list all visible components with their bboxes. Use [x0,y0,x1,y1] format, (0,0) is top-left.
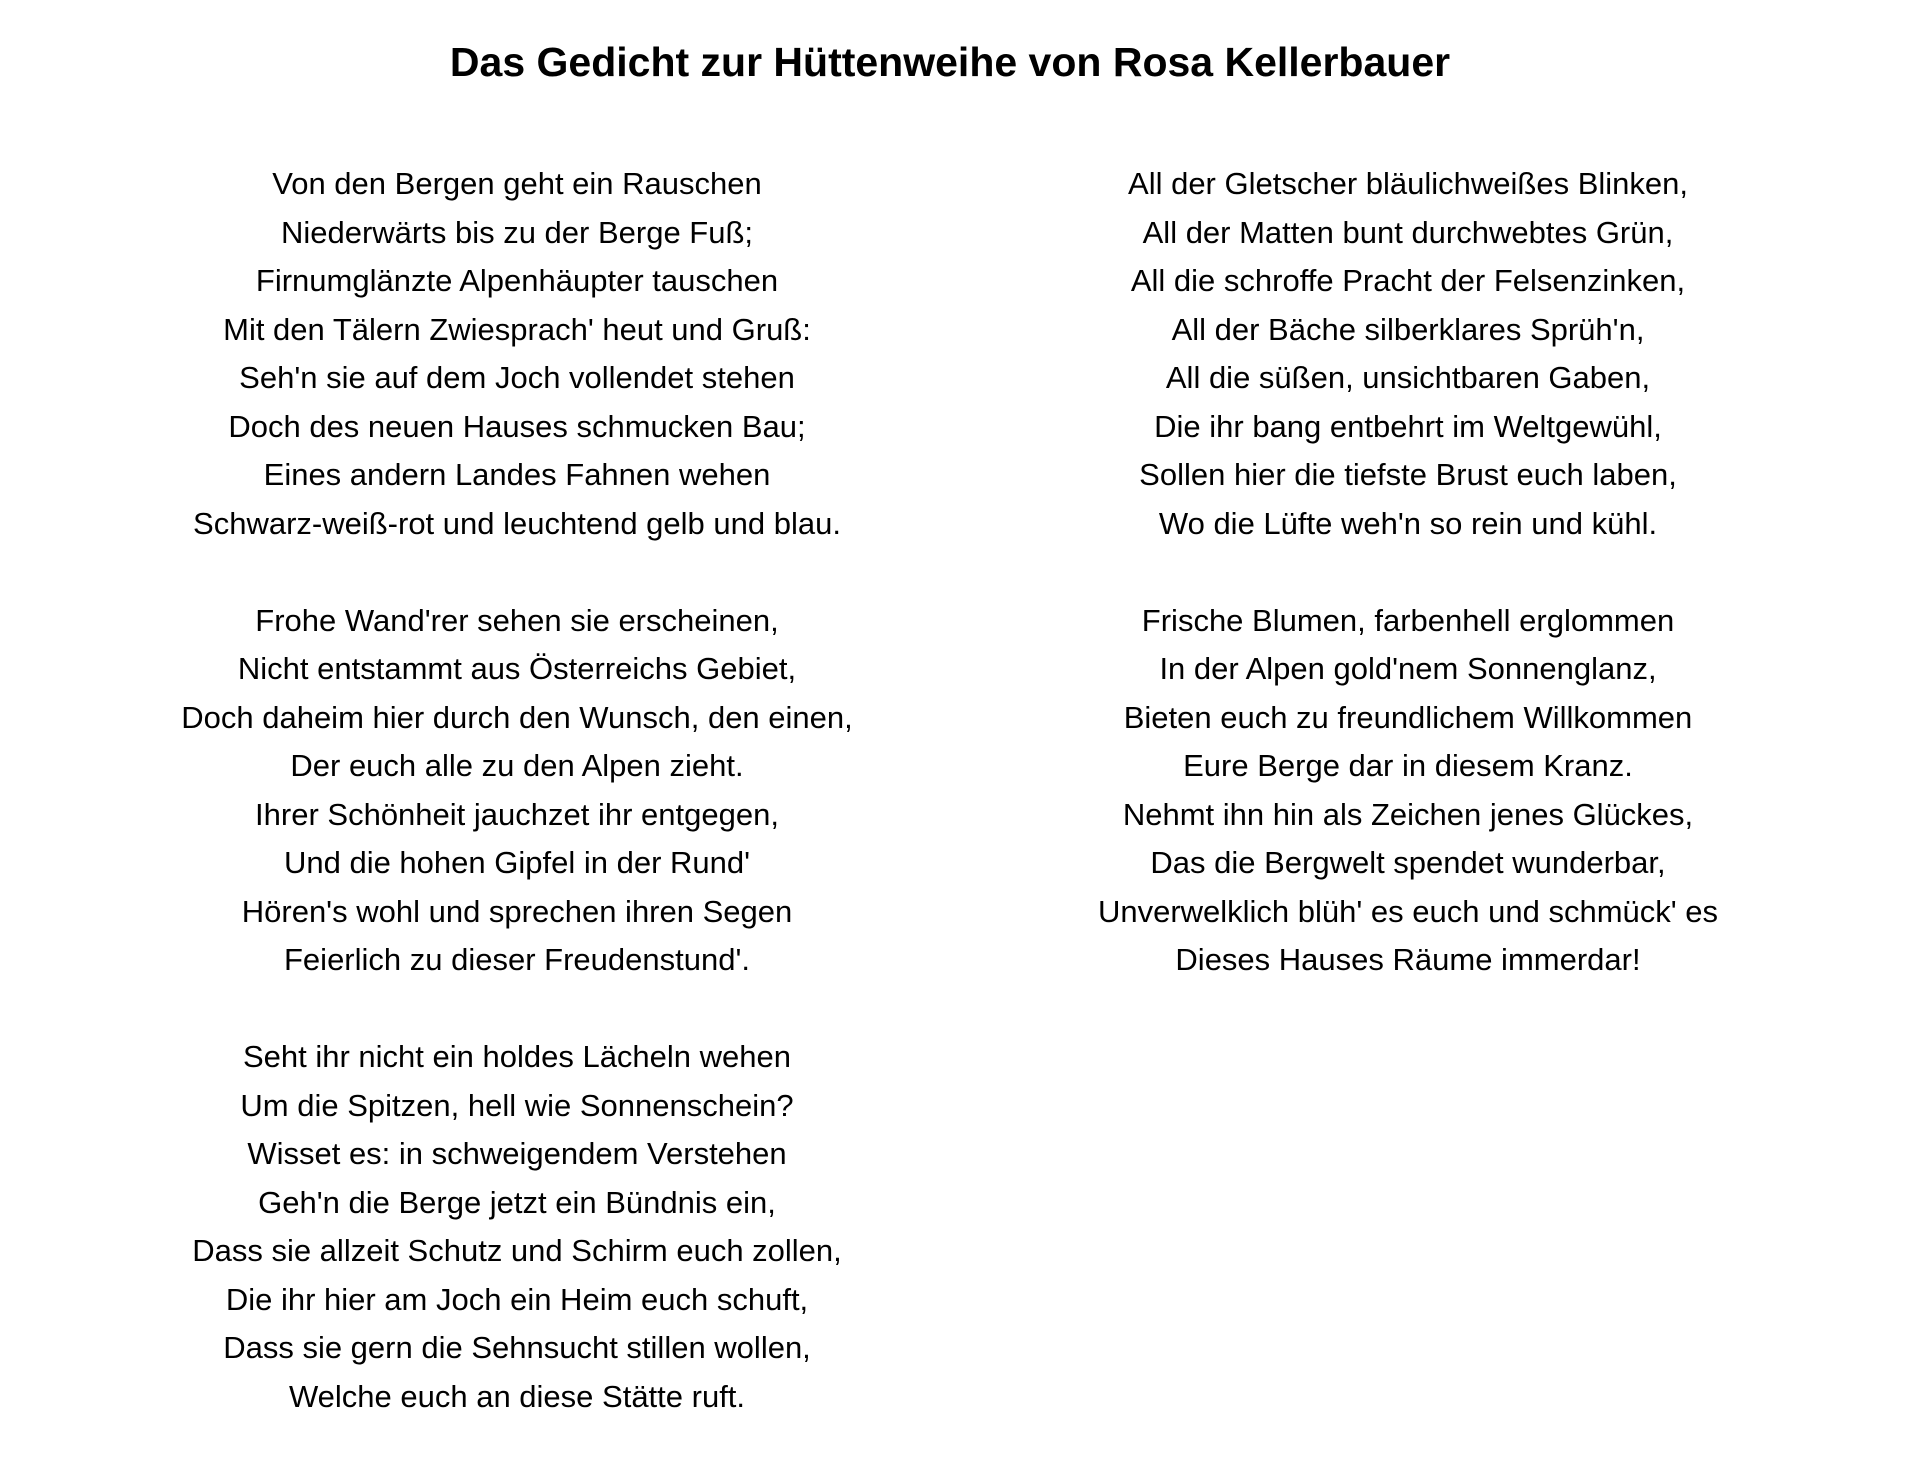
poem-line: All der Matten bunt durchwebtes Grün, [1142,214,1674,250]
poem-line: Unverwelklich blüh' es euch und schmück' es [1097,893,1719,929]
poem-title: Das Gedicht zur Hüttenweihe von Rosa Kellerbauer [449,39,1451,85]
poem-line: Nicht entstammt aus Österreichs Gebiet, [237,651,797,686]
poem-line: Eines andern Landes Fahnen wehen [263,457,771,492]
poem-line: Das die Bergwelt spendet wunderbar, [1150,845,1666,880]
poem-line: Die ihr bang entbehrt im Weltgewühl, [1154,408,1662,444]
left-column [67,160,967,1470]
poem-line: Welche euch an diese Stätte ruft. [288,1378,746,1414]
poem-line: All die schroffe Pracht der Felsenzinken, [1130,263,1686,298]
poem-line: Dieses Hauses Räume immerdar! [1175,942,1641,977]
poem-line: Und die hohen Gipfel in der Rund' [283,845,751,880]
poem-line: Um die Spitzen, hell wie Sonnenschein? [240,1087,794,1123]
poem-line: Frohe Wand'rer sehen sie erscheinen, [255,602,779,638]
poem-line: Seht ihr nicht ein holdes Lächeln wehen [242,1039,792,1074]
stanza [67,597,967,985]
poem-line: All die süßen, unsichtbaren Gaben, [1165,360,1651,395]
poem-line: Feierlich zu dieser Freudenstund'. [284,942,750,977]
stanza [958,160,1858,548]
poem-line: Die ihr hier am Joch ein Heim euch schuft, [225,1281,809,1317]
poem-line: Doch daheim hier durch den Wunsch, den einen, [181,699,853,735]
poem-line: Firnumglänzte Alpenhäupter tauschen [255,263,779,298]
stanza [67,1033,967,1421]
poem-line: Niederwärts bis zu der Berge Fuß; [280,214,754,250]
stanza [67,160,967,548]
poem-line: Sollen hier die tiefste Brust euch laben, [1139,457,1677,492]
stanza [958,597,1858,985]
poem-line: All der Gletscher bläulichweißes Blinken, [1128,166,1688,201]
poem-line: Frische Blumen, farbenhell erglommen [1141,602,1675,638]
poem-line: Dass sie allzeit Schutz und Schirm euch zollen, [192,1233,842,1268]
poem-line: Ihrer Schönheit jauchzet ihr entgegen, [255,796,779,832]
poem-line: Dass sie gern die Sehnsucht stillen wollen, [223,1330,811,1365]
poem-line: Seh'n sie auf dem Joch vollendet stehen [239,360,795,395]
poem-line: Schwarz-weiß-rot und leuchtend gelb und blau. [193,505,841,541]
poem-line: Bieten euch zu freundlichem Willkommen [1123,699,1693,735]
right-column [958,160,1858,1033]
poem-line: Eure Berge dar in diesem Kranz. [1183,748,1633,783]
poem-line: Wisset es: in schweigendem Verstehen [247,1136,787,1171]
poem-line: Von den Bergen geht ein Rauschen [272,166,762,201]
poem-line: Nehmt ihn hin als Zeichen jenes Glückes, [1122,796,1694,832]
poem-line: Der euch alle zu den Alpen zieht. [290,748,744,783]
poem-line: All der Bäche silberklares Sprüh'n, [1171,311,1645,347]
poem-line: Hören's wohl und sprechen ihren Segen [241,893,793,929]
poem-line: In der Alpen gold'nem Sonnenglanz, [1159,651,1657,686]
poem-line: Geh'n die Berge jetzt ein Bündnis ein, [258,1184,776,1220]
poem-line: Doch des neuen Hauses schmucken Bau; [228,408,806,444]
poem-line: Wo die Lüfte weh'n so rein und kühl. [1158,505,1658,541]
poem-line: Mit den Tälern Zwiesprach' heut und Gruß: [223,311,811,347]
